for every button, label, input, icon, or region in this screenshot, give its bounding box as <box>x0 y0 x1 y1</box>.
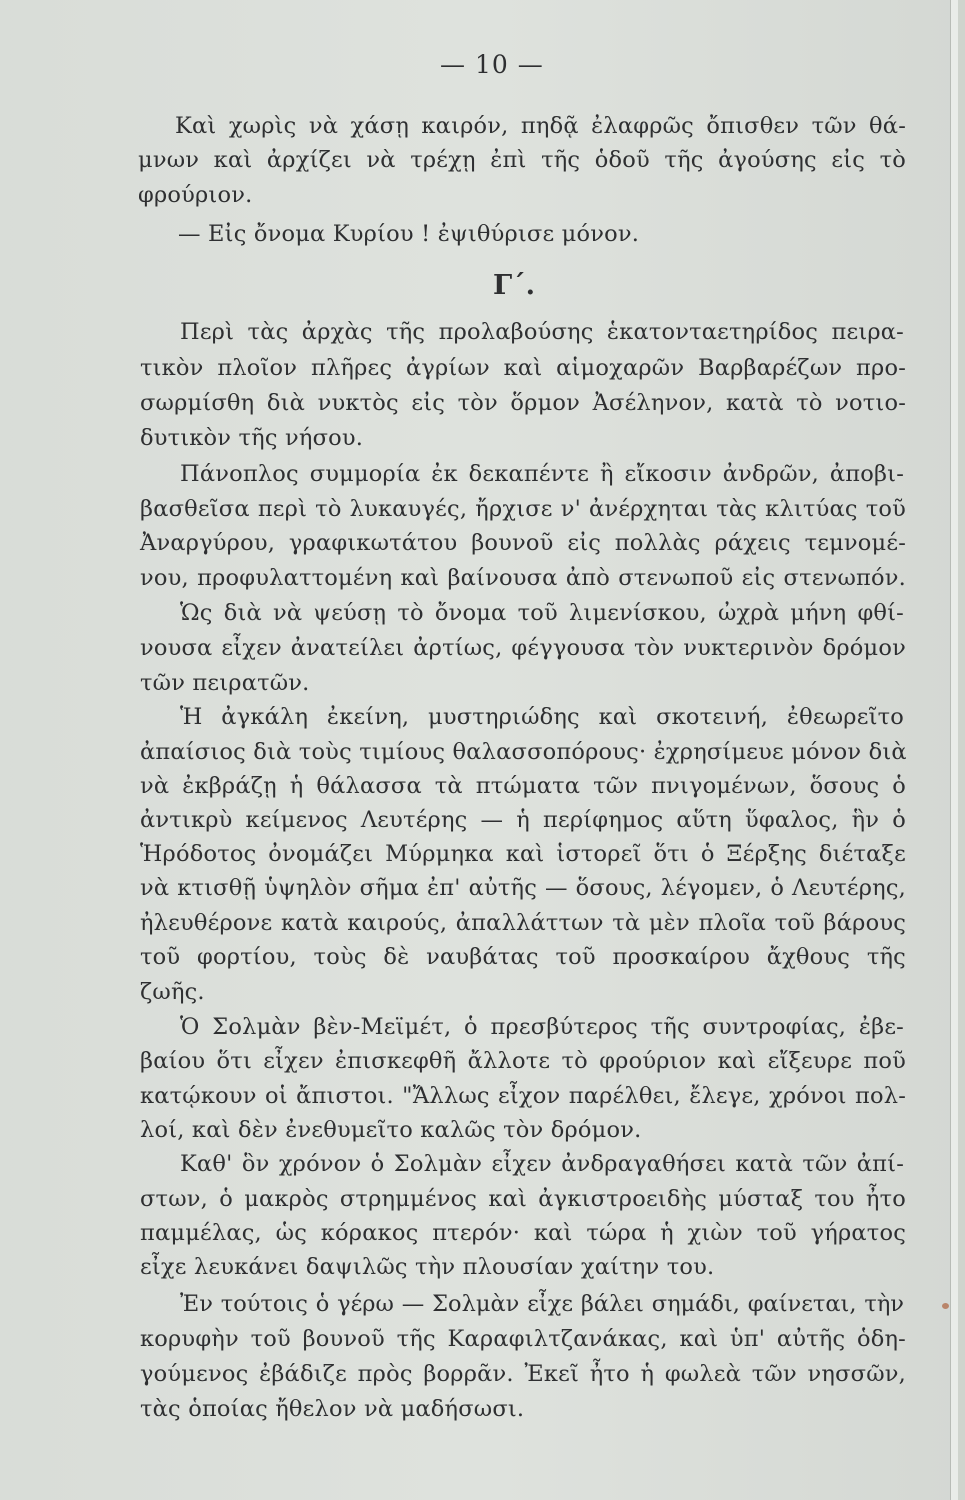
text-line: τικὸν πλοῖον πλῆρες ἀγρίων καὶ αἱμοχαρῶν Βαρβαρέζων προ- <box>140 355 906 381</box>
text-line: Ἀναργύρου, γραφικωτάτου βουνοῦ εἰς πολλὰς ράχεις τεμνομέ- <box>140 530 906 556</box>
text-line: εἶχε λευκάνει δαψιλῶς τὴν πλουσίαν χαίτην του. <box>140 1254 715 1280</box>
text-line: βασθεῖσα περὶ τὸ λυκαυγές, ἤρχισε ν' ἀνέρχηται τὰς κλιτύας τοῦ <box>140 496 906 522</box>
text-line: Ἐν τούτοις ὁ γέρω — Σολμὰν εἶχε βάλει σημάδι, φαίνεται, τὴν <box>180 1291 904 1317</box>
text-line: Ὁ Σολμὰν βὲν-Μεϊμέτ, ὁ πρεσβύτερος τῆς συντροφίας, ἐβε- <box>180 1014 904 1040</box>
text-line: ἀπαίσιος διὰ τοὺς τιμίους θαλασσοπόρους· ἐχρησίμευε μόνον διὰ <box>140 739 907 765</box>
text-line: — Εἰς ὄνομα Κυρίου ! ἐψιθύρισε μόνον. <box>178 221 640 247</box>
section-heading: Γ΄. <box>493 270 536 301</box>
text-line: στων, ὁ μακρὸς στρημμένος καὶ ἀγκιστροειδὴς μύσταξ του ἦτο <box>140 1186 906 1212</box>
text-line: κορυφὴν τοῦ βουνοῦ τῆς Καραφιλτζανάκας, καὶ ὑπ' αὐτῆς ὁδη- <box>140 1326 906 1352</box>
text-line: ζωῆς. <box>140 979 205 1005</box>
text-line: ἀντικρὺ κείμενος Λευτέρης — ἡ περίφημος αὕτη ὕφαλος, ἣν ὁ <box>140 807 906 833</box>
text-line: γούμενος ἐβάδιζε πρὸς βορρᾶν. Ἐκεῖ ἦτο ἡ φωλεὰ τῶν νησσῶν, <box>140 1361 906 1387</box>
text-line: τῶν πειρατῶν. <box>140 670 310 696</box>
text-line: τὰς ὁποίας ἤθελον νὰ μαδήσωσι. <box>140 1396 525 1422</box>
text-line: Ὡς διὰ νὰ ψεύσῃ τὸ ὄνομα τοῦ λιμενίσκου, ὠχρὰ μήνη φθί- <box>180 600 904 626</box>
text-line: νουσα εἶχεν ἀνατείλει ἀρτίως, φέγγουσα τὸν νυκτερινὸν δρόμον <box>140 635 906 661</box>
text-line: ἠλευθέρονε κατὰ καιρούς, ἀπαλλάττων τὰ μὲν πλοῖα τοῦ βάρους <box>140 910 906 936</box>
page-edge <box>950 0 958 1500</box>
text-line: δυτικὸν τῆς νήσου. <box>140 425 364 451</box>
text-line: νὰ κτισθῇ ὑψηλὸν σῆμα ἐπ' αὐτῆς — ὅσους, λέγομεν, ὁ Λευτέρης, <box>140 875 906 901</box>
text-line: Πάνοπλος συμμορία ἐκ δεκαπέντε ἢ εἴκοσιν ἀνδρῶν, ἀποβι- <box>180 461 904 487</box>
paper-stain <box>942 1303 949 1309</box>
text-line: νου, προφυλαττομένη καὶ βαίνουσα ἀπὸ στενωποῦ εἰς στενωπόν. <box>140 565 906 591</box>
text-line: Ἡρόδοτος ὀνομάζει Μύρμηκα καὶ ἱστορεῖ ὅτι ὁ Ξέρξης διέταξε <box>140 841 906 867</box>
text-line: κατῴκουν οἱ ἄπιστοι. "Ἄλλως εἶχον παρέλθει, ἔλεγε, χρόνοι πολ- <box>140 1083 906 1109</box>
text-line: Καθ' ὃν χρόνον ὁ Σολμὰν εἶχεν ἀνδραγαθήσει κατὰ τῶν ἀπί- <box>180 1151 904 1177</box>
text-line: βαίου ὅτι εἶχεν ἐπισκεφθῆ ἄλλοτε τὸ φρούριον καὶ εἴξευρε ποῦ <box>140 1048 906 1074</box>
page-number: — 10 — <box>440 50 544 79</box>
text-line: νὰ ἐκβράζῃ ἡ θάλασσα τὰ πτώματα τῶν πνιγομένων, ὅσους ὁ <box>140 773 906 799</box>
text-line: Καὶ χωρὶς νὰ χάσῃ καιρόν, πηδᾷ ἐλαφρῶς ὄπισθεν τῶν θά- <box>175 113 906 139</box>
text-line: Ἡ ἀγκάλη ἐκείνη, μυστηριώδης καὶ σκοτεινή, ἐθεωρεῖτο <box>180 704 904 730</box>
text-line: σωρμίσθη διὰ νυκτὸς εἰς τὸν ὅρμον Ἀσέληνον, κατὰ τὸ νοτιο- <box>140 390 906 416</box>
text-line: παμμέλας, ὡς κόρακος πτερόν· καὶ τώρα ἡ χιὼν τοῦ γήρατος <box>140 1220 906 1246</box>
text-line: τοῦ φορτίου, τοὺς δὲ ναυβάτας τοῦ προσκαίρου ἄχθους τῆς <box>140 944 906 970</box>
text-line: λοί, καὶ δὲν ἐνεθυμεῖτο καλῶς τὸν δρόμον. <box>140 1117 642 1143</box>
text-line: μνων καὶ ἀρχίζει νὰ τρέχῃ ἐπὶ τῆς ὁδοῦ τῆς ἀγούσης εἰς τὸ <box>138 147 906 173</box>
text-line: φρούριον. <box>138 182 253 208</box>
text-line: Περὶ τὰς ἀρχὰς τῆς προλαβούσης ἑκατονταετηρίδος πειρα- <box>180 319 904 345</box>
